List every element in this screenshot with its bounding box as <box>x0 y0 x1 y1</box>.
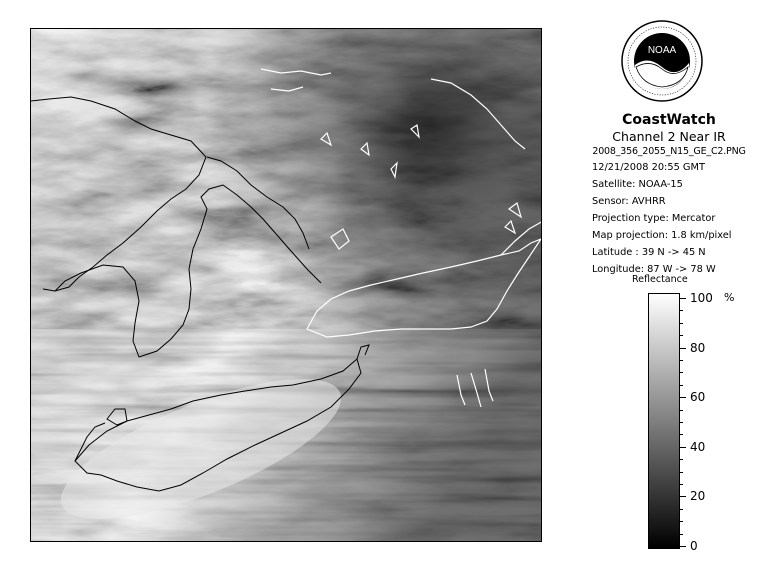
colorbar-unit: % <box>724 291 735 304</box>
colorbar-title: Reflectance <box>632 274 688 285</box>
image-filename: 2008_356_2055_N15_GE_C2.PNG <box>592 146 746 157</box>
colorbar-tick <box>680 348 686 349</box>
satellite-map[interactable] <box>30 28 542 542</box>
app-title: CoastWatch <box>622 112 716 128</box>
colorbar-minor-tick <box>680 521 683 522</box>
colorbar-minor-tick <box>680 372 683 373</box>
map-projection-text: Map projection: 1.8 km/pixel <box>592 230 732 241</box>
colorbar-tick-label: 100 <box>690 291 713 305</box>
colorbar-tick-label: 40 <box>690 439 706 454</box>
colorbar-minor-tick <box>680 422 683 423</box>
colorbar-minor-tick <box>680 534 683 535</box>
colorbar-minor-tick <box>680 484 683 485</box>
noaa-logo <box>620 15 704 107</box>
info-panel <box>556 112 782 159</box>
colorbar-tick <box>680 298 686 299</box>
colorbar-minor-tick <box>680 310 683 311</box>
latitude-text: Latitude : 39 N -> 45 N <box>592 247 706 258</box>
noaa-logo-image <box>620 15 704 107</box>
colorbar-minor-tick <box>680 459 683 460</box>
colorbar-minor-tick <box>680 335 683 336</box>
colorbar-tick <box>680 546 686 547</box>
colorbar-minor-tick <box>680 385 683 386</box>
satellite-image <box>31 29 542 542</box>
projection-type-text: Projection type: Mercator <box>592 213 716 224</box>
colorbar-tick <box>680 397 686 398</box>
colorbar-tick-label: 80 <box>690 340 706 355</box>
colorbar-minor-tick <box>680 509 683 510</box>
colorbar-minor-tick <box>680 323 683 324</box>
noaa-logo-text: NOAA <box>647 45 677 56</box>
longitude-text: Longitude: 87 W -> 78 W <box>592 264 716 275</box>
colorbar-minor-tick <box>680 360 683 361</box>
colorbar-minor-tick <box>680 472 683 473</box>
colorbar-minor-tick <box>680 434 683 435</box>
colorbar-tick-label: 20 <box>690 489 706 504</box>
colorbar-tick <box>680 496 686 497</box>
sensor-text: Sensor: AVHRR <box>592 196 666 207</box>
colorbar-tick-label: 60 <box>690 390 706 405</box>
colorbar-tick-label: 0 <box>690 539 698 553</box>
satellite-text: Satellite: NOAA-15 <box>592 179 683 190</box>
reflectance-colorbar <box>648 293 680 549</box>
datetime-text: 12/21/2008 20:55 GMT <box>592 162 705 173</box>
colorbar-tick <box>680 447 686 448</box>
channel-label: Channel 2 Near IR <box>612 129 726 144</box>
colorbar-minor-tick <box>680 410 683 411</box>
